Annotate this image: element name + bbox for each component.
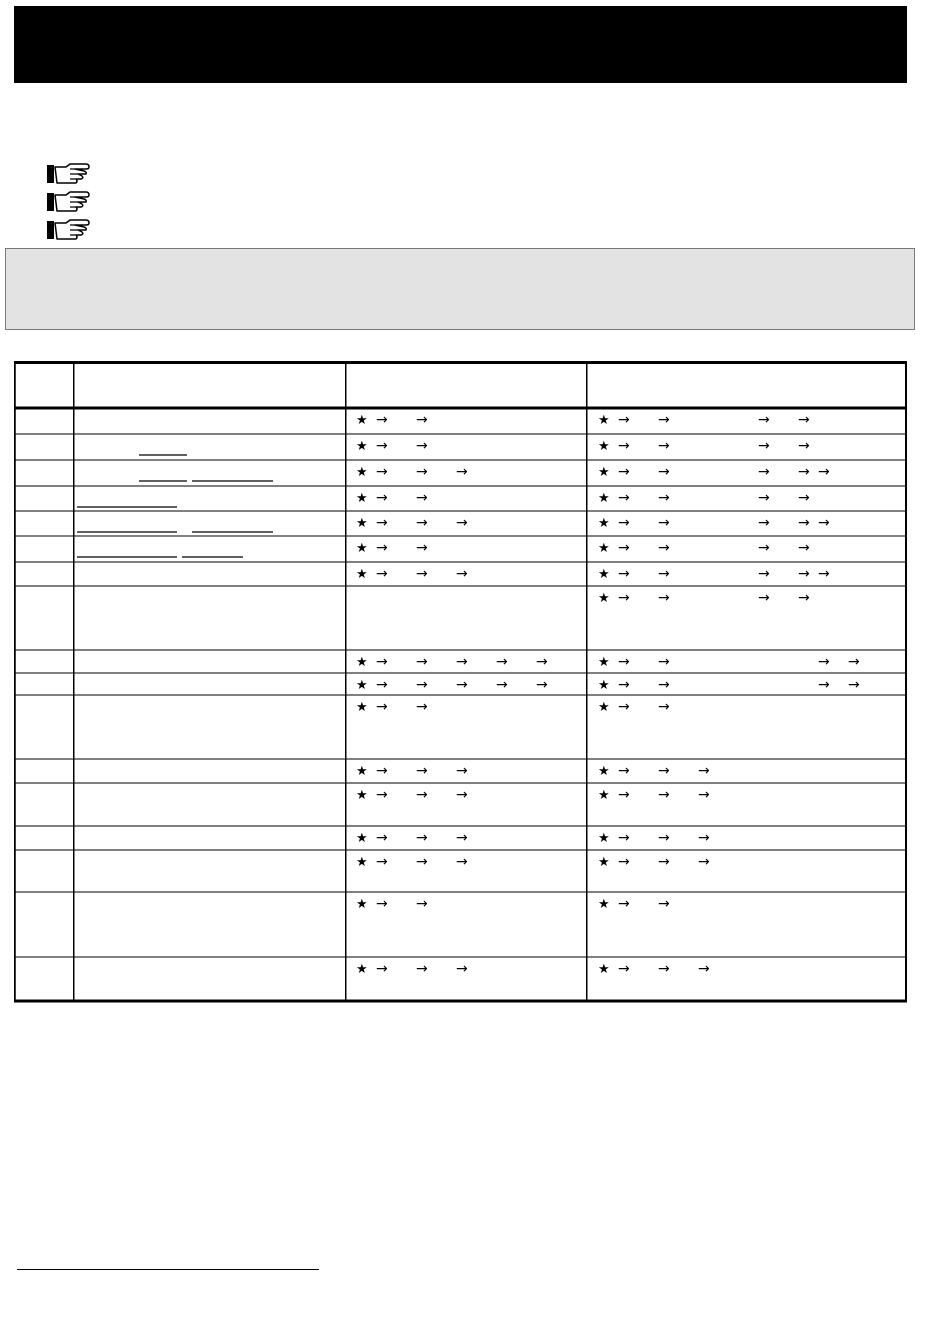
table-row [356,763,710,779]
star-icon: ★ [598,516,610,531]
arrow-right-icon: → [818,515,830,531]
star-icon: ★ [356,541,368,556]
arrow-right-icon: → [416,787,428,803]
arrow-right-icon: → [658,961,670,977]
arrow-right-icon: → [376,412,388,428]
arrow-right-icon: → [798,590,810,606]
arrow-right-icon: → [698,854,710,870]
star-icon: ★ [356,897,368,912]
arrow-right-icon: → [818,677,830,693]
table-row [356,830,710,846]
arrow-right-icon: → [758,590,770,606]
arrow-right-icon: → [818,464,830,480]
table-row [356,654,860,670]
star-icon: ★ [356,516,368,531]
star-icon: ★ [356,567,368,582]
star-icon: ★ [598,567,610,582]
star-icon: ★ [598,678,610,693]
arrow-right-icon: → [758,490,770,506]
arrow-right-icon: → [456,566,468,582]
arrow-right-icon: → [758,464,770,480]
arrow-right-icon: → [376,540,388,556]
notice-box [5,248,915,330]
arrow-right-icon: → [618,566,630,582]
star-icon: ★ [598,855,610,870]
arrow-right-icon: → [376,464,388,480]
arrow-right-icon: → [376,566,388,582]
arrow-right-icon: → [698,763,710,779]
star-icon: ★ [598,541,610,556]
star-icon: ★ [598,439,610,454]
star-icon: ★ [356,439,368,454]
star-icon: ★ [598,491,610,506]
comparison-table [14,361,907,1003]
arrow-right-icon: → [658,412,670,428]
arrow-right-icon: → [618,540,630,556]
table-row [598,590,810,606]
arrow-right-icon: → [658,540,670,556]
arrow-right-icon: → [658,854,670,870]
arrow-right-icon: → [416,490,428,506]
arrow-right-icon: → [798,464,810,480]
table-row [356,961,710,977]
arrow-right-icon: → [698,787,710,803]
table-row [356,787,710,803]
table-row [139,464,830,481]
star-icon: ★ [356,413,368,428]
arrow-right-icon: → [658,515,670,531]
arrow-right-icon: → [818,566,830,582]
star-icon: ★ [598,700,610,715]
table-row [356,896,670,912]
arrow-right-icon: → [416,763,428,779]
arrow-right-icon: → [818,654,830,670]
star-icon: ★ [356,678,368,693]
arrow-right-icon: → [618,490,630,506]
pointing-hand-icon [46,190,90,214]
arrow-right-icon: → [416,896,428,912]
arrow-right-icon: → [536,654,548,670]
arrow-right-icon: → [848,677,860,693]
comparison-table-grid [14,361,907,1003]
star-icon: ★ [598,465,610,480]
arrow-right-icon: → [416,830,428,846]
arrow-right-icon: → [376,896,388,912]
table-row [356,566,830,582]
arrow-right-icon: → [618,787,630,803]
arrow-right-icon: → [618,515,630,531]
arrow-right-icon: → [658,654,670,670]
arrow-right-icon: → [416,566,428,582]
arrow-right-icon: → [376,787,388,803]
arrow-right-icon: → [798,412,810,428]
pointing-hand-icon [46,218,90,242]
arrow-right-icon: → [376,830,388,846]
arrow-right-icon: → [618,438,630,454]
arrow-right-icon: → [416,677,428,693]
arrow-right-icon: → [376,654,388,670]
arrow-right-icon: → [618,830,630,846]
arrow-right-icon: → [658,896,670,912]
arrow-right-icon: → [376,438,388,454]
arrow-right-icon: → [456,854,468,870]
arrow-right-icon: → [618,699,630,715]
arrow-right-icon: → [416,654,428,670]
arrow-right-icon: → [618,961,630,977]
arrow-right-icon: → [658,566,670,582]
star-icon: ★ [598,962,610,977]
arrow-right-icon: → [416,464,428,480]
table-row [356,854,710,870]
arrow-right-icon: → [456,830,468,846]
arrow-right-icon: → [658,763,670,779]
arrow-right-icon: → [798,438,810,454]
footnote-separator [17,1269,319,1270]
star-icon: ★ [356,655,368,670]
table-row [77,515,830,532]
arrow-right-icon: → [798,490,810,506]
arrow-right-icon: → [376,961,388,977]
arrow-right-icon: → [376,763,388,779]
arrow-right-icon: → [758,438,770,454]
pointing-hand-icon [46,162,90,186]
star-icon: ★ [598,591,610,606]
arrow-right-icon: → [618,854,630,870]
arrow-right-icon: → [658,787,670,803]
star-icon: ★ [598,788,610,803]
arrow-right-icon: → [496,677,508,693]
arrow-right-icon: → [456,515,468,531]
arrow-right-icon: → [416,699,428,715]
arrow-right-icon: → [376,677,388,693]
arrow-right-icon: → [658,464,670,480]
arrow-right-icon: → [496,654,508,670]
arrow-right-icon: → [456,787,468,803]
table-row [77,540,810,557]
table-row [356,677,860,693]
arrow-right-icon: → [618,412,630,428]
title-bar [14,6,907,83]
arrow-right-icon: → [658,590,670,606]
arrow-right-icon: → [658,490,670,506]
arrow-right-icon: → [456,464,468,480]
arrow-right-icon: → [698,830,710,846]
arrow-right-icon: → [798,540,810,556]
arrow-right-icon: → [618,654,630,670]
arrow-right-icon: → [618,896,630,912]
star-icon: ★ [356,764,368,779]
arrow-right-icon: → [376,854,388,870]
star-icon: ★ [598,897,610,912]
table-row [139,438,810,455]
star-icon: ★ [598,831,610,846]
arrow-right-icon: → [758,515,770,531]
arrow-right-icon: → [658,438,670,454]
arrow-right-icon: → [536,677,548,693]
star-icon: ★ [356,700,368,715]
star-icon: ★ [356,855,368,870]
arrow-right-icon: → [416,961,428,977]
arrow-right-icon: → [416,412,428,428]
arrow-right-icon: → [658,699,670,715]
arrow-right-icon: → [848,654,860,670]
arrow-right-icon: → [618,464,630,480]
arrow-right-icon: → [376,699,388,715]
arrow-right-icon: → [376,515,388,531]
table-row [356,699,670,715]
star-icon: ★ [356,962,368,977]
arrow-right-icon: → [618,763,630,779]
star-icon: ★ [598,655,610,670]
star-icon: ★ [356,491,368,506]
arrow-right-icon: → [798,566,810,582]
star-icon: ★ [598,413,610,428]
arrow-right-icon: → [658,830,670,846]
star-icon: ★ [356,465,368,480]
table-row [77,490,810,507]
arrow-right-icon: → [416,540,428,556]
arrow-right-icon: → [456,763,468,779]
arrow-right-icon: → [758,412,770,428]
arrow-right-icon: → [416,515,428,531]
arrow-right-icon: → [376,490,388,506]
arrow-right-icon: → [758,566,770,582]
arrow-right-icon: → [416,438,428,454]
star-icon: ★ [356,831,368,846]
arrow-right-icon: → [618,677,630,693]
arrow-right-icon: → [456,654,468,670]
arrow-right-icon: → [698,961,710,977]
arrow-right-icon: → [798,515,810,531]
arrow-right-icon: → [456,961,468,977]
table-row [356,412,810,428]
arrow-right-icon: → [416,854,428,870]
star-icon: ★ [356,788,368,803]
arrow-right-icon: → [618,590,630,606]
star-icon: ★ [598,764,610,779]
arrow-right-icon: → [456,677,468,693]
arrow-right-icon: → [758,540,770,556]
arrow-right-icon: → [658,677,670,693]
